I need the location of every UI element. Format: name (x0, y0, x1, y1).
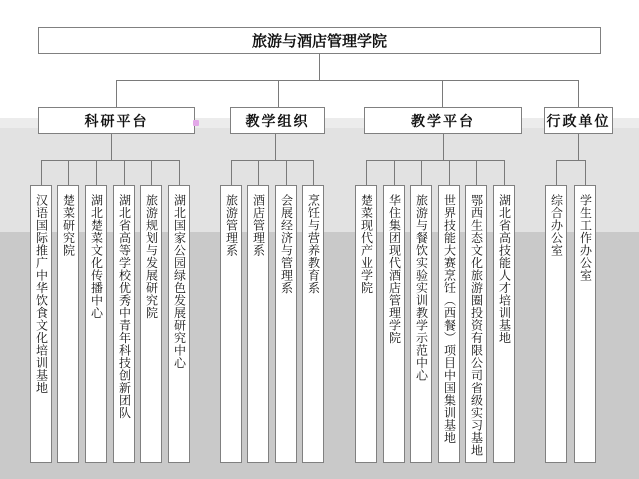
leaf-box (168, 185, 190, 463)
leaf-label: 汉语国际推广中华饮食文化培训基地 (34, 194, 49, 394)
connector (179, 160, 180, 185)
leaf-label: 学生工作办公室 (578, 194, 593, 282)
connector (442, 80, 443, 107)
leaf-box (220, 185, 242, 463)
connector (124, 160, 125, 185)
connector (68, 160, 69, 185)
leaf-box (465, 185, 487, 463)
connector (556, 160, 557, 185)
leaf-label: 湖北省高技能人才培训基地 (497, 194, 512, 344)
leaf-label: 旅游规划与发展研究院 (144, 194, 159, 319)
connector (504, 160, 505, 185)
leaf-label: 会展经济与管理系 (279, 194, 294, 294)
connector (366, 160, 367, 185)
leaf-label: 综合办公室 (549, 194, 564, 257)
leaf-box (438, 185, 460, 463)
leaf-label: 酒店管理系 (251, 194, 266, 257)
leaf-label: 旅游与餐饮实验实训教学示范中心 (414, 194, 429, 382)
connector (366, 160, 504, 161)
leaf-box (247, 185, 269, 463)
connector (319, 54, 320, 80)
leaf-box (410, 185, 432, 463)
leaf-label: 华住集团现代酒店管理学院 (387, 194, 402, 344)
leaf-box (275, 185, 297, 463)
leaf-label: 湖北省高等学校优秀中青年科技创新团队 (117, 194, 132, 419)
leaf-box (30, 185, 52, 463)
leaf-label: 楚菜研究院 (61, 194, 76, 257)
leaf-label: 楚菜现代产业学院 (359, 194, 374, 294)
org-root-title: 旅游与酒店管理学院 (38, 27, 601, 54)
connector (258, 160, 259, 185)
category-teaching-platform: 教学平台 (364, 107, 522, 134)
connector (41, 160, 42, 185)
leaf-box (85, 185, 107, 463)
leaf-box (355, 185, 377, 463)
category-research-platform: 科研平台 (38, 107, 195, 134)
connector (116, 80, 117, 107)
connector (578, 134, 579, 160)
connector (394, 160, 395, 185)
connector (578, 80, 579, 107)
connector (231, 160, 313, 161)
leaf-box (493, 185, 515, 463)
leaf-box (545, 185, 567, 463)
leaf-label: 湖北国家公园绿色发展研究中心 (172, 194, 187, 369)
connector (231, 160, 232, 185)
category-administrative-unit: 行政单位 (544, 107, 613, 134)
leaf-label: 烹饪与营养教育系 (306, 194, 321, 294)
connector (443, 134, 444, 160)
connector (41, 160, 179, 161)
connector (449, 160, 450, 185)
connector (313, 160, 314, 185)
connector (556, 160, 585, 161)
leaf-box (140, 185, 162, 463)
connector (476, 160, 477, 185)
connector (275, 134, 276, 160)
leaf-box (574, 185, 596, 463)
leaf-box (302, 185, 324, 463)
leaf-label: 旅游管理系 (224, 194, 239, 257)
selection-marker (193, 120, 199, 126)
connector (421, 160, 422, 185)
connector (116, 80, 578, 81)
connector (96, 160, 97, 185)
leaf-label: 世界技能大赛烹饪（西餐）项目中国集训基地 (442, 194, 457, 444)
connector (111, 134, 112, 160)
leaf-label: 湖北楚菜文化传播中心 (89, 194, 104, 319)
connector (286, 160, 287, 185)
category-teaching-organization: 教学组织 (230, 107, 325, 134)
leaf-box (113, 185, 135, 463)
leaf-label: 鄂西生态文化旅游圈投资有限公司省级实习基地 (469, 194, 484, 457)
leaf-box (383, 185, 405, 463)
leaf-box (57, 185, 79, 463)
connector (585, 160, 586, 185)
connector (151, 160, 152, 185)
connector (278, 80, 279, 107)
